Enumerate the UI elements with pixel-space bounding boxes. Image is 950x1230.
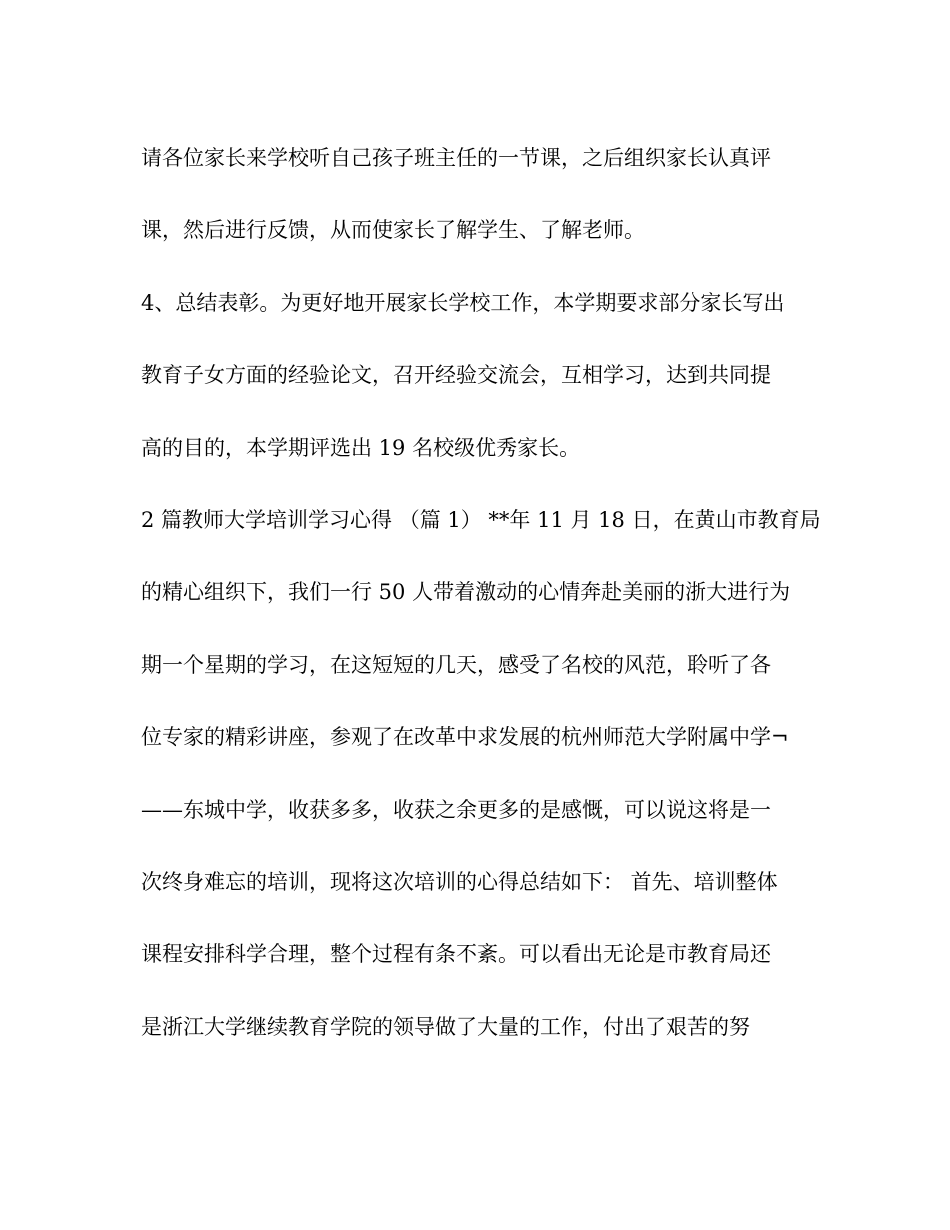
document-body	[141, 136, 821, 1077]
text-line: 课程安排科学合理，整个过程有条不紊。可以看出无论是市教育局还	[141, 942, 771, 967]
text-line: 课，然后进行反馈，从而使家长了解学生、了解老师。	[141, 218, 645, 243]
text-line: 4、总结表彰。为更好地开展家长学校工作，本学期要求部分家长写出	[141, 290, 785, 315]
text-line: 位专家的精彩讲座，参观了在改革中求发展的杭州师范大学附属中学¬	[141, 725, 789, 750]
text-line: 期一个星期的学习，在这短短的几天，感受了名校的风范，聆听了各	[141, 652, 771, 677]
text-line: 请各位家长来学校听自己孩子班主任的一节课，之后组织家长认真评	[141, 146, 771, 170]
text-line: 是浙江大学继续教育学院的领导做了大量的工作，付出了艰苦的努	[141, 1014, 750, 1039]
text-line: 教育子女方面的经验论文，召开经验交流会，互相学习，达到共同提	[141, 363, 771, 388]
text-line: 高的目的，本学期评选出 19 名校级优秀家长。	[141, 435, 581, 460]
text-line: ——东城中学，收获多多，收获之余更多的是感慨，可以说这将是一	[141, 797, 771, 822]
text-line: 2 篇教师大学培训学习心得 （篇 1） **年 11 月 18 日，在黄山市教育局	[141, 507, 821, 532]
text-line: 的精心组织下，我们一行 50 人带着激动的心情奔赴美丽的浙大进行为	[141, 580, 791, 605]
text-line: 次终身难忘的培训，现将这次培训的心得总结如下： 首先、培训整体	[141, 869, 778, 894]
